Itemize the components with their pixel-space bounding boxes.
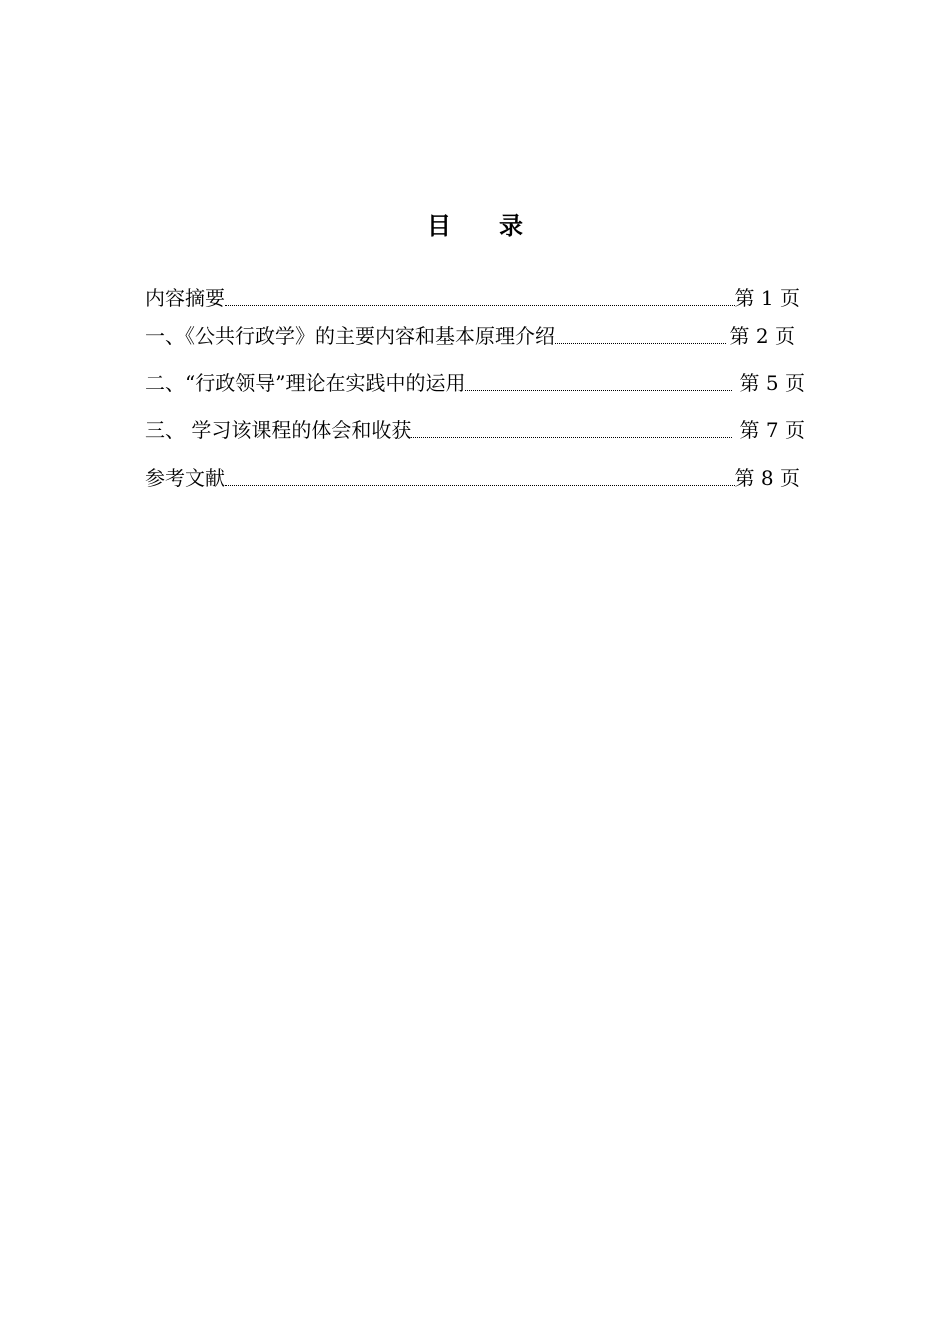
toc-entry[interactable]	[145, 322, 795, 350]
toc-dot-leader	[465, 390, 731, 391]
toc-entry-page: 第 7 页	[739, 418, 805, 442]
toc-dot-leader	[411, 437, 731, 438]
toc-entry[interactable]	[145, 416, 805, 444]
toc-entry[interactable]	[145, 284, 800, 312]
toc-dot-leader	[225, 485, 735, 486]
toc-entry-page: 第 8 页	[734, 466, 800, 490]
toc-entry[interactable]	[145, 369, 805, 397]
toc-entry-label: 三、 学习该课程的体会和收获	[145, 418, 412, 442]
toc-entry-page: 第 2 页	[729, 324, 795, 348]
toc-entry-label: 一、《公共行政学》的主要内容和基本原理介绍	[145, 324, 555, 348]
toc-entry-label: 二、“行政领导”理论在实践中的运用	[145, 371, 466, 395]
toc-entry-label: 参考文献	[145, 466, 225, 490]
toc-dot-leader	[555, 343, 726, 344]
toc-entry[interactable]	[145, 464, 800, 492]
toc-title: 目录	[427, 212, 571, 240]
toc-dot-leader	[225, 305, 735, 306]
toc-entry-label: 内容摘要	[145, 286, 225, 310]
toc-entry-page: 第 1 页	[734, 286, 800, 310]
toc-entry-page: 第 5 页	[739, 371, 805, 395]
